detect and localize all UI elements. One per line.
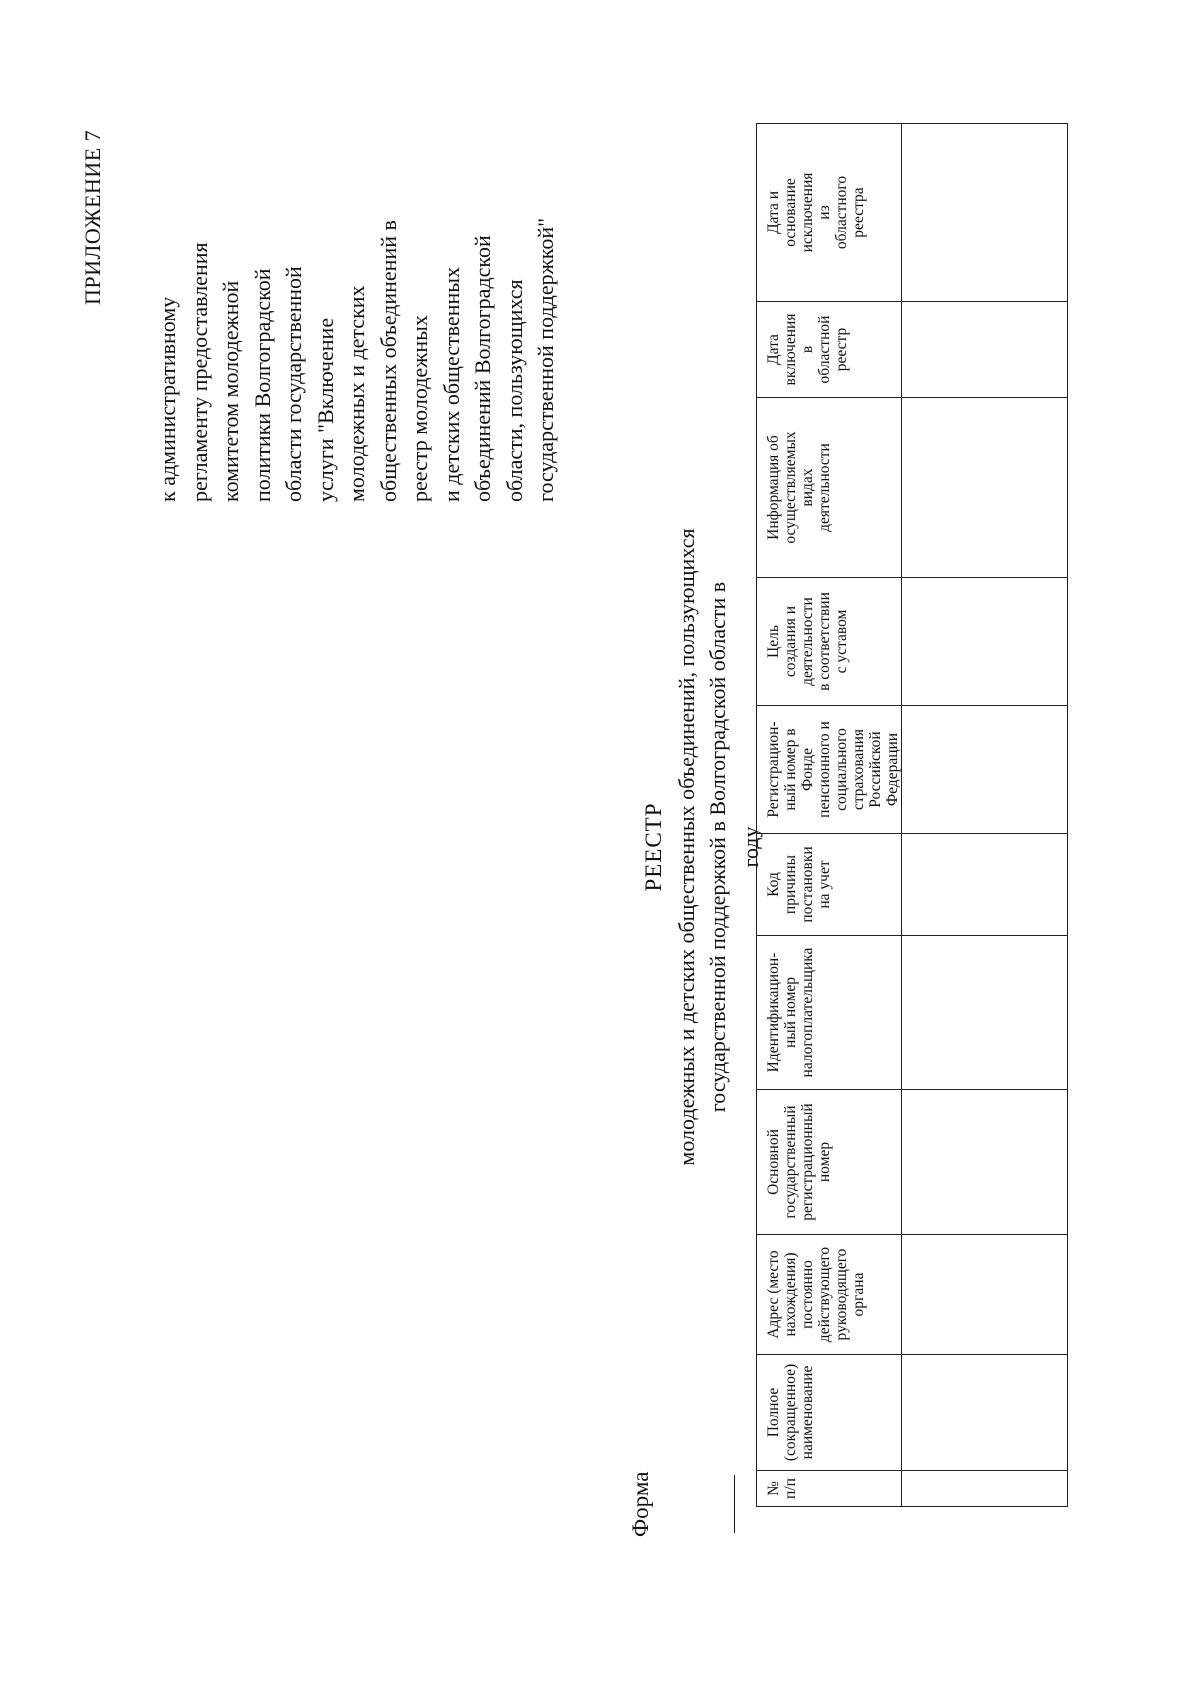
appendix-line: общественных объединений в	[375, 220, 401, 502]
column-header-line: из	[816, 205, 833, 220]
column-header-line: пенсионного и	[816, 721, 833, 818]
column-header-line: Основной	[765, 1129, 782, 1195]
column-header-exclusion	[757, 124, 902, 302]
appendix-line: молодежных и детских	[344, 285, 369, 502]
column-header-line: ный номер	[782, 976, 799, 1049]
registry-subtitle-line1: молодежных и детских общественных объединений, пользующихся	[674, 528, 699, 1166]
appendix-line: регламенту предоставления	[186, 242, 212, 502]
appendix-line: услуги "Включение	[312, 317, 338, 502]
appendix-title: ПРИЛОЖЕНИЕ 7	[80, 129, 105, 305]
column-header-address	[757, 1235, 902, 1355]
table-cell	[902, 1090, 1068, 1235]
column-header-line: Полное	[765, 1387, 782, 1438]
column-header-line: исключения	[799, 172, 816, 253]
table-cell	[902, 124, 1068, 302]
column-header-line: Адрес (место	[765, 1250, 782, 1339]
column-header-line: руководящего	[833, 1248, 850, 1341]
registry-title: РЕЕСТР	[641, 802, 666, 892]
appendix-line: политики Волгоградской	[249, 268, 275, 502]
column-header-line: Регистрацион-	[765, 721, 782, 818]
column-header-line: №	[765, 1481, 782, 1496]
table-cell	[902, 1355, 1068, 1471]
column-header-line: наименование	[799, 1365, 816, 1460]
appendix-line: области государственной	[281, 266, 306, 502]
column-header-line: деятельности	[816, 443, 833, 532]
registry-table	[756, 123, 1068, 1507]
table-cell	[902, 578, 1068, 706]
column-header-line: Информация об	[765, 435, 782, 540]
table-cell	[902, 1471, 1068, 1507]
column-header-line: номер	[816, 1141, 833, 1183]
form-label: Форма	[628, 1471, 653, 1537]
registry-subtitle-line2-end: году	[738, 826, 763, 868]
table-cell	[902, 936, 1068, 1090]
column-header-line: Идентификацион-	[765, 952, 782, 1073]
table-cell	[902, 1235, 1068, 1355]
column-header-line: осуществляемых	[782, 431, 799, 544]
column-header-line: ный номер в	[782, 728, 799, 811]
column-header-line: п/п	[782, 1478, 799, 1499]
column-header-line: Цель	[765, 625, 782, 658]
column-header-inclusion-date	[757, 302, 902, 398]
column-header-ogrn	[757, 1090, 902, 1235]
column-header-line: деятельности	[799, 597, 816, 686]
column-header-line: реестр	[833, 327, 850, 372]
column-header-line: страхования	[850, 728, 867, 811]
column-header-line: постановки	[799, 846, 816, 923]
column-header-line: причины	[782, 854, 799, 915]
column-header-line: регистрационный	[799, 1103, 816, 1221]
column-header-line: на учет	[816, 860, 833, 909]
column-header-line: постоянно	[799, 1260, 816, 1329]
column-header-line: государственный	[782, 1105, 799, 1219]
column-header-purpose	[757, 578, 902, 706]
table-cell	[902, 302, 1068, 398]
column-header-line: Российской	[867, 731, 884, 808]
column-header-line: с уставом	[833, 609, 850, 674]
column-header-line: реестра	[850, 187, 867, 238]
appendix-line: к административному	[155, 296, 180, 502]
table-cell	[902, 398, 1068, 578]
column-header-name	[757, 1355, 902, 1471]
column-header-inn	[757, 936, 902, 1090]
column-header-line: действующего	[816, 1246, 833, 1343]
appendix-line: государственной поддержкой"	[533, 217, 558, 502]
column-header-line: нахождения)	[782, 1252, 799, 1337]
column-header-line: (сокращенное)	[782, 1363, 799, 1462]
column-header-line: социального	[833, 728, 850, 811]
column-header-activities	[757, 398, 902, 578]
column-header-line: Фонде	[799, 747, 816, 792]
column-header-line: Федерации	[884, 732, 901, 807]
year-blank-field	[733, 1475, 735, 1533]
appendix-line: области, пользующихся	[501, 279, 527, 502]
registry-subtitle-line2-start: государственной поддержкой в Волгоградской области в	[705, 581, 730, 1113]
column-header-kpp	[757, 834, 902, 936]
appendix-description	[152, 32, 562, 502]
column-header-line: создания и	[782, 605, 799, 678]
appendix-line: объединений Волгоградской	[470, 235, 495, 502]
column-header-number	[757, 1471, 902, 1507]
table-cell	[902, 834, 1068, 936]
registry-subtitle	[671, 157, 766, 1537]
appendix-line: реестр молодежных	[407, 315, 432, 502]
table-cell	[902, 706, 1068, 834]
column-header-line: областной	[816, 315, 833, 384]
column-header-line: налогоплательщика	[799, 947, 816, 1078]
column-header-line: включения	[782, 313, 799, 386]
column-header-line: Дата и	[765, 190, 782, 235]
column-header-line: в соответствии	[816, 592, 833, 691]
column-header-line: Код	[765, 872, 782, 897]
appendix-line: и детских общественных	[438, 266, 464, 502]
appendix-line: комитетом молодежной	[218, 280, 243, 502]
column-header-line: Дата	[765, 334, 782, 365]
column-header-pension-fund-number	[757, 706, 902, 834]
column-header-line: областного	[833, 175, 850, 250]
column-header-line: видах	[799, 468, 816, 507]
column-header-line: органа	[850, 1272, 867, 1317]
column-header-line: в	[799, 345, 816, 354]
column-header-line: основание	[782, 178, 799, 247]
